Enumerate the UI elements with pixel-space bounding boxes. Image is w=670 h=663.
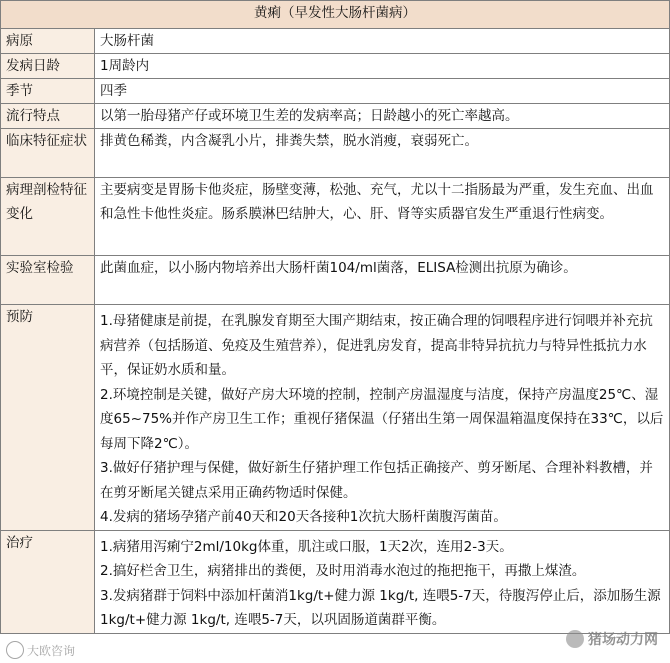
- table-row: [1, 104, 670, 129]
- row-label: 流行特点: [1, 104, 95, 129]
- row-value-paragraph: 排黄色稀粪，内含凝乳小片，排粪失禁，脱水消瘦，衰弱死亡。: [100, 133, 478, 149]
- row-value-paragraph: 四季: [100, 83, 127, 99]
- row-value-paragraph: 1.病猪用泻痢宁2ml/10kg体重，肌注或口服，1天2次，连用2-3天。: [100, 538, 513, 555]
- row-value-paragraph: 主要病变是胃肠卡他炎症，肠壁变薄，松弛、充气，尤以十二指肠最为严重，发生充血、出血和急性卡他性炎症。肠系膜淋巴结肿大，心、肝、肾等实质器官发生严重退行性病变。: [100, 182, 654, 222]
- row-value: [95, 530, 670, 633]
- watermark-right: [566, 629, 658, 649]
- table-title: 黄痢（早发性大肠杆菌病）: [1, 1, 670, 29]
- row-label: 临床特征症状: [1, 129, 95, 178]
- row-value-paragraph: 4.发病的猪场孕猪产前40天和20天各接种1次抗大肠杆菌腹泻菌苗。: [100, 509, 507, 525]
- table-row: [1, 129, 670, 178]
- row-value-paragraph: 3.发病猪群于饲料中添加杆菌消1kg/t+健力源 1kg/t, 连喂5-7天，待腹泻停止后，添加肠生源1kg/t+健力源 1kg/t, 连喂5-7天，以巩固肠道菌群平衡。: [100, 587, 661, 628]
- table-row: [1, 530, 670, 633]
- row-value-paragraph: 此菌血症，以小肠内物培养出大肠杆菌104/ml菌落，ELISA检测出抗原为确诊。: [100, 260, 577, 276]
- row-value-paragraph: 大肠杆菌: [100, 33, 154, 49]
- row-value: [95, 129, 670, 178]
- row-value-paragraph: 1.母猪健康是前提，在乳腺发育期至大围产期结束，按正确合理的饲喂程序进行饲喂并补充抗病营养（包括肠道、免疫及生殖营养），促进乳房发育，提高非特异抗抗力与特异性抵抗力水平，保证奶水质和量。: [100, 313, 653, 378]
- row-value: [95, 54, 670, 79]
- row-value-paragraph: 2.环境控制是关键，做好产房大环境的控制，控制产房温湿度与洁度，保持产房温度25℃、湿度65~75%并作产房卫生工作；重视仔猪保温（仔猪出生第一周保温箱温度保持在33℃，以后每周下降2℃）。: [100, 386, 664, 452]
- table-row: [1, 256, 670, 305]
- table-row: [1, 178, 670, 256]
- row-value: [95, 178, 670, 256]
- row-label: 病原: [1, 29, 95, 54]
- row-value: [95, 29, 670, 54]
- row-value-paragraph: 以第一胎母猪产仔或环境卫生差的发病率高；日龄越小的死亡率越高。: [100, 108, 519, 124]
- row-value-paragraph: 1周龄内: [100, 58, 150, 74]
- watermark-right-text: 猪场动力网: [588, 632, 658, 648]
- title-row: [1, 1, 670, 29]
- row-label: 实验室检验: [1, 256, 95, 305]
- row-label: 发病日龄: [1, 54, 95, 79]
- camera-icon: [6, 641, 24, 659]
- table-row: [1, 29, 670, 54]
- row-value-paragraph: 3.做好仔猪护理与保健，做好新生仔猪护理工作包括正确接产、剪牙断尾、合理补料教槽，并在剪牙断尾关键点采用正确药物适时保健。: [100, 460, 653, 501]
- watermark-left: [6, 641, 75, 659]
- row-label: 治疗: [1, 530, 95, 633]
- row-label: 季节: [1, 79, 95, 104]
- table-row: [1, 79, 670, 104]
- watermark-left-text: 大欧咨询: [27, 643, 76, 658]
- row-label: 预防: [1, 305, 95, 531]
- row-value: [95, 79, 670, 104]
- row-value-paragraph: 2.搞好栏舍卫生，病猪排出的粪便，及时用消毒水泡过的拖把拖干，再撒上煤渣。: [100, 563, 586, 579]
- row-label: 病理剖检特征变化: [1, 178, 95, 256]
- row-value: [95, 305, 670, 531]
- wechat-logo-icon: [566, 630, 584, 648]
- table-row: [1, 54, 670, 79]
- table-row: [1, 305, 670, 531]
- row-value: [95, 256, 670, 305]
- row-value: [95, 104, 670, 129]
